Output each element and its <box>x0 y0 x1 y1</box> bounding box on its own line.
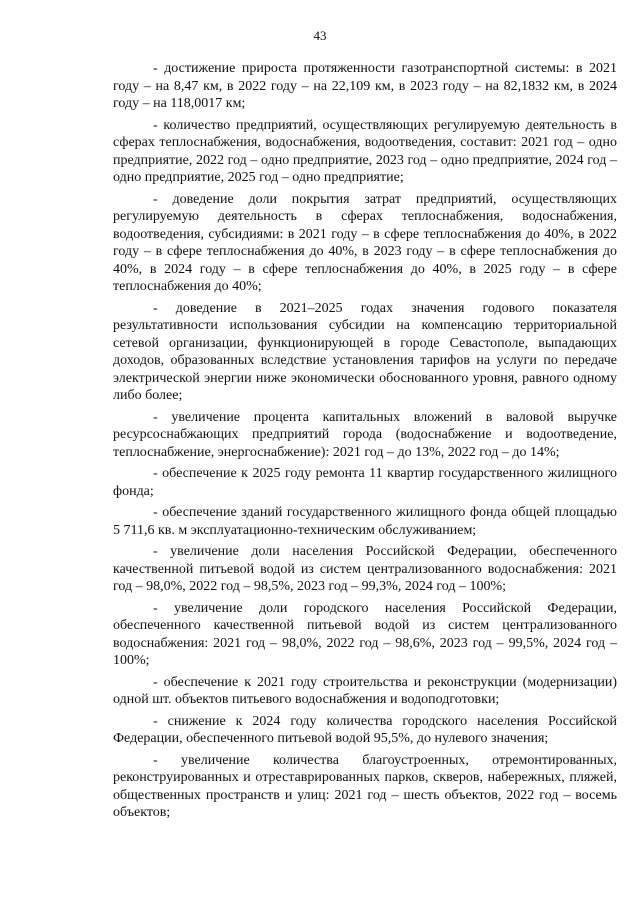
list-item-population-reduction: - снижение к 2024 году количества городского населения Российской Федерации, обеспеченного питьевой водой 95,5%, до нулевого значения; <box>113 713 617 746</box>
list-item-gas-transport: - достижение прироста протяженности газотранспортной системы: в 2021 году – на 8,47 км, в 2022 году – на 22,109 км, в 2023 году – на 82,1832 км, в 2024 году – на 118,0017 км; <box>113 61 617 111</box>
list-item-cost-coverage: - доведение доли покрытия затрат предприятий, осуществляющих регулируемую деятельность в сферах теплоснабжения, водоснабжения, водоотведения, субсидиями: в 2021 году – в сфере теплоснабжения до 40%, в 2022 году – в сфере теплоснабжения до 40%, в 2023 году – в сфере теплоснабжения до 40%, в 2024 году – в сфере теплоснабжения до 40%, в 2025 году – в сфере теплоснабжения до 40%; <box>113 191 617 294</box>
document-body <box>113 60 617 826</box>
list-item-regulated-enterprises: - количество предприятий, осуществляющих регулируемую деятельность в сферах теплоснабжения, водоснабжения, водоотведения, составит: 2021 год – одно предприятие, 2022 год – одно предприятие, 2023 год – одно предприятие, 2024 год – одно предприятие, 2025 год – одно предприятие; <box>113 117 617 185</box>
list-item-capital-investment: - увеличение процента капитальных вложений в валовой выручке ресурсоснабжающих предприятий города (водоснабжение и водоотведение, теплоснабжение, энергоснабжение): 2021 год – до 13%, 2022 год – до 14%; <box>113 409 617 460</box>
list-item-urban-water-population: - увеличение доли городского населения Российской Федерации, обеспеченного качественной питьевой водой из систем централизованного водоснабжения: 2021 год – 98,0%, 2022 год – 98,6%, 2023 год – 99,5%, 2024 год – 100%; <box>113 600 617 668</box>
list-item-housing-maintenance: - обеспечение зданий государственного жилищного фонда общей площадью 5 711,6 кв. м эксплуатационно-техническим обслуживанием; <box>113 505 617 538</box>
list-item-water-facilities: - обеспечение к 2021 году строительства и реконструкции (модернизации) одной шт. объектов питьевого водоснабжения и водоподготовки; <box>113 674 617 707</box>
list-item-apartment-repair: - обеспечение к 2025 году ремонта 11 квартир государственного жилищного фонда; <box>113 466 617 499</box>
list-item-water-population: - увеличение доли населения Российской Федерации, обеспеченного качественной питьевой водой из систем централизованного водоснабжения: 2021 год – 98,0%, 2022 год – 98,5%, 2023 год – 99,3%, 2024 год – 100%; <box>113 544 617 594</box>
list-item-public-spaces: - увеличение количества благоустроенных, отремонтированных, реконструированных и отреставрированных парков, скверов, набережных, пляжей, общественных пространств и улиц: 2021 год – шесть объектов, 2022 год – восемь объектов; <box>113 752 617 820</box>
page-number: 43 <box>313 28 327 43</box>
list-item-subsidy-indicator: - доведение в 2021–2025 годах значения годового показателя результативности использования субсидии на компенсацию территориальной сетевой организации, функционирующей в городе Севастополе, выпадающих доходов, образованных вследствие установления тарифов на услуги по передаче электрической энергии ниже экономически обоснованного уровня, равного одному либо более; <box>113 300 617 403</box>
